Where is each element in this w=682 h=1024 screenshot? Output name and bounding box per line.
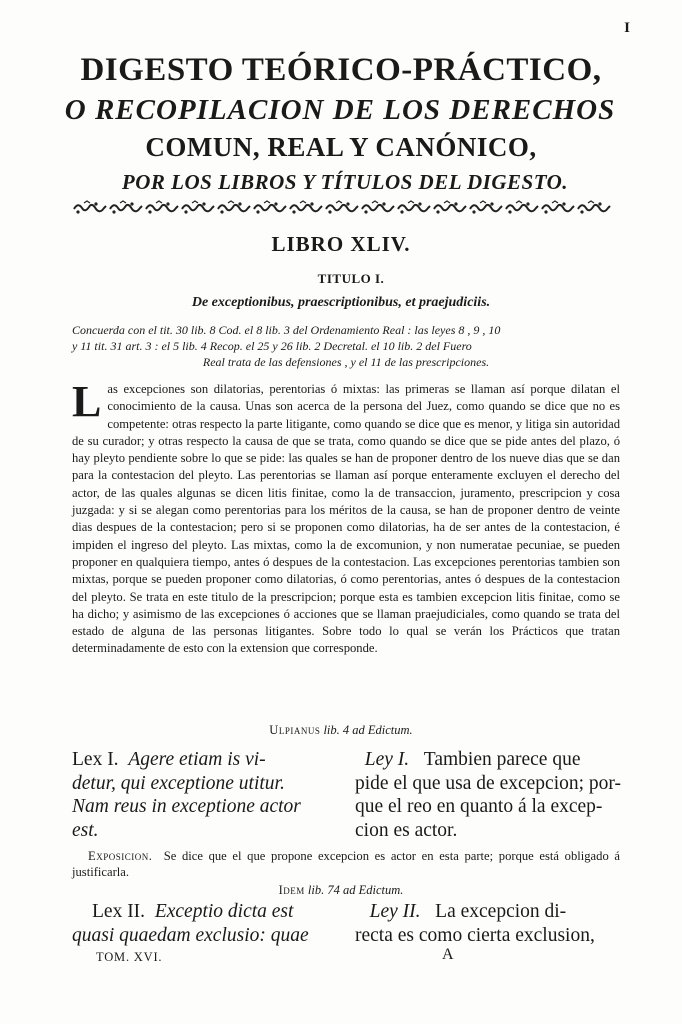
- intro-paragraph: [72, 377, 620, 658]
- ornament-border: [72, 200, 612, 216]
- drop-cap: L: [72, 377, 102, 426]
- source-attribution: [0, 723, 682, 738]
- main-title: DIGESTO TEÓRICO-PRÁCTICO,: [80, 52, 602, 88]
- lex-2-label: Lex II.: [92, 901, 146, 922]
- ley-1-label: Ley I.: [364, 749, 410, 770]
- source-author: Ulpianus: [269, 723, 321, 737]
- title-line-2: O RECOPILACION DE LOS DERECHOS: [64, 94, 616, 126]
- ley-1-line: que el reo en quanto á la excep-: [355, 796, 603, 818]
- exposicion-text: Se dice que el que propone excepcion es actor en esta parte; porque está obligado á justificarla.: [72, 849, 620, 879]
- ley-2-label: Ley II.: [369, 901, 421, 922]
- volume-footer: TOM. XVI.: [96, 950, 163, 964]
- ley-1-line: pide el que usa de excepcion; por-: [355, 772, 622, 794]
- lex-1-label: Lex I.: [72, 749, 119, 770]
- concordance-line: y 11 tit. 31 art. 3 : el 5 lib. 4 Recop. el 25 y 26 lib. 2 Decretal. el 10 lib. 2 del Fuero: [72, 339, 472, 353]
- concordance-line: Concuerda con el tit. 30 lib. 8 Cod. el 8 lib. 3 del Ordenamiento Real : las leyes 8 , 9 , 10: [72, 323, 501, 337]
- lex-2-line: quasi quaedam exclusio: quae: [72, 924, 309, 946]
- signature-mark: A: [442, 946, 454, 963]
- ley-2-spanish: [355, 900, 620, 947]
- lex-1-line: est.: [72, 820, 99, 842]
- ley-1-line: cion es actor.: [355, 820, 458, 842]
- lex-2-line: Exceptio dicta est: [154, 901, 294, 922]
- lex-1-line: Nam reus in exceptione actor: [72, 796, 301, 818]
- lex-2-latin: [72, 900, 347, 947]
- title-line-4: POR LOS LIBROS Y TÍTULOS DEL DIGESTO.: [121, 170, 569, 194]
- concordance-line: Real trata de las defensiones , y el 11 de las prescripciones.: [202, 355, 490, 369]
- lex-1-line: Agere etiam is vi-: [128, 749, 266, 770]
- ley-1-spanish: [355, 748, 620, 843]
- book-heading: LIBRO XLIV.: [271, 232, 411, 256]
- source-reference: lib. 4 ad Edictum.: [323, 723, 413, 737]
- lex-1-line: detur, qui exceptione utitur.: [72, 772, 285, 794]
- source-attribution-2: [0, 883, 682, 898]
- intro-text: as excepciones son dilatorias, perentorias ó mixtas: las primeras se llaman así porque dilatan el conocimiento de la causa. Unas son acerca de la persona del Juez, como quando se dice que no es competente: otras respecto la parte litigante, como quando se dice que es menor, y litiga sin autoridad de su curador; y otras respecto la causa de que se trata, como quando se dice que se pide antes del plazo, ó hay pleyto pendiente sobre lo que se pide: las quales se han de proponer dentro de los nueve dias que se dan para la contestacion del pleyto. Las perentorias se llaman así porque enteramente excluyen el derecho del actor, de las quales algunas se dicen litis finitae, como la de transaccion, juramento, prescripcion y cosa juzgada: y si se alegan como perentorias para los méritos de la causa, se han de proponer dentro de veinte dias despues de la contestacion; pero si se proponen como dilatorias, ha de ser antes de la contestacion, é impiden el ingreso del pleyto. Las mixtas, como la de excomunion, y non numeratae pecuniae, se pueden proponer en qualquiera tiempo, antes ó despues de la contestacion. Las excepciones perentorias tambien son mixtas, porque se pueden proponer como dilatorias, ó como perentorias, antes ó despues de la contestacion del pleyto. Se trata en este titulo de la prescripcion; porque esta es tambien excepcion litis finitae, como se ha dicho; y asimismo de las excepciones ó acciones que se llaman praejudiciales, como quando se trata del estado de alguna de las personas litigantes. Sobre todo lo qual se verán los Prácticos que tratan determinadamente de esto con la extension que corresponde.: [72, 382, 620, 656]
- ley-1-line: Tambien parece que: [423, 749, 581, 770]
- title-line-3: COMUN, REAL Y CANÓNICO,: [145, 132, 537, 162]
- source-author-2: Idem: [278, 883, 305, 897]
- title-subtitle: De exceptionibus, praescriptionibus, et praejudiciis.: [191, 295, 491, 310]
- ley-2-line: recta es como cierta exclusion,: [355, 924, 595, 946]
- source-reference-2: lib. 74 ad Edictum.: [307, 883, 404, 897]
- title-heading: TITULO I.: [317, 271, 385, 286]
- concordance-note: [72, 322, 620, 370]
- ley-2-line: La excepcion di-: [435, 901, 567, 922]
- page-number: I: [624, 20, 630, 36]
- lex-1-latin: [72, 748, 342, 843]
- exposicion-label: Exposicion.: [88, 849, 153, 863]
- exposicion-paragraph: [72, 848, 620, 880]
